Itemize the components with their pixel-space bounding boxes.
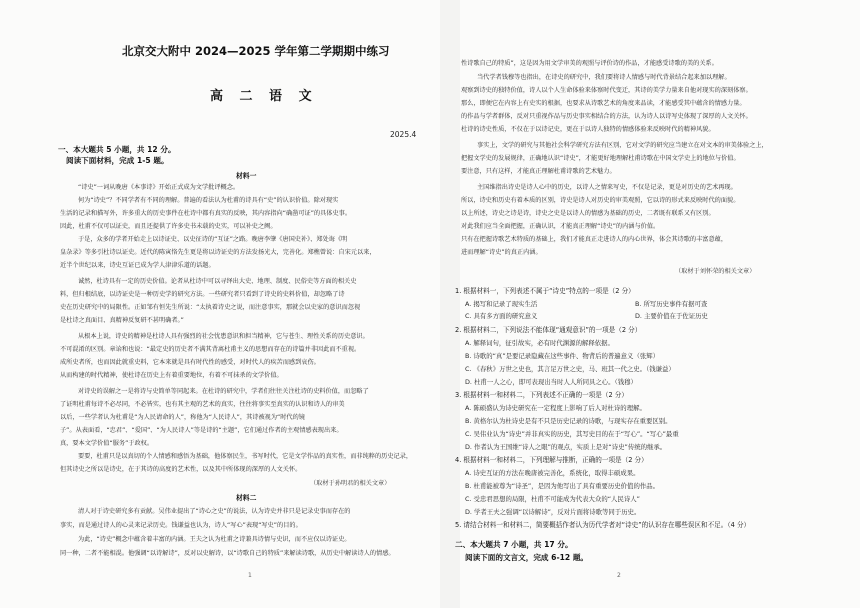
material1-line: 是杜诗之真面目、真精神反复研不甚明确者。” [60,317,184,324]
right-line: 对此我们应当全面把握，正确认识，才能真正理解“诗史”的内涵与价值。 [461,223,660,230]
subject-title: 高 二 语 文 [210,89,318,104]
material1-line: 从而构建的时代精神，使杜诗在历史上有着重要地位，有着不可抹杀的文学价值。 [60,372,283,379]
material1-line: 从根本上说，诗史的精神是杜诗人具有强烈的社会忧患意识和担当精神，它与苍生、理性关系的历史意识。 [78,333,369,340]
section1-instruction: 阅读下面材料，完成 1-5 题。 [66,156,169,165]
option-d[interactable]: D. 作者认为王国维“诗人之眼”的观点，实质上是对“诗史”传统的继承。 [465,443,667,451]
material1-line: 成所史者所，也而因此就重史料，它本来就是具有时代性的感受，对时代人的疾苦而感到哀伤。 [60,359,320,366]
right-line: 主国维指出诗史是诗人心中的历史，以诗人之情来写史，不仅是记录，更是对历史的艺术再现。 [477,184,737,191]
right-line: 性诗歌自己的特质”，这是因为用文学审美的观照与评价诗的作品，才能感受诗歌的美的关系。 [461,60,718,67]
section1-header: 一、本大题共 5 小题，共 12 分。 [58,145,176,154]
material1-line: 要要，杜甫只是以真切的个人情感和感悟为基础，他体察民生，书写时代，它是文学作品的真实性，而非纯粹的历史记录， [78,453,413,460]
option-d[interactable]: D. 主要价值在于佐证历史 [635,312,708,320]
right-line: 事实上，文学的研究与其他社会科学研究方法有区别，它对文学的研究应当建立在对文本的审美体验之上， [477,142,768,149]
material2-line: 同一种，二者不能相混。他强调“以诗解诗”，反对以史解诗，以“诗歌自己的特质”来解读诗歌，从历史中解读诗人的情感。 [60,550,395,557]
material1-line: 不可混淆的区别。章诒和也说：“最定史的历史者不满其背离杜甫主义的思想而存在的诗篇并非因此而不重视。 [60,346,361,353]
section2-instruction: 阅读下面的文言文，完成 6-12 题。 [465,553,589,562]
right-line: 那么，即便它在内容上有史实的根据，也要求从诗歌艺术的角度来品读，才能感受其中蕴含的情感力量。 [461,100,746,107]
exam-date: 2025.4 [390,130,417,139]
option-a[interactable]: A. 陈硕盛认为诗史研究在一定程度上影响了后人对杜诗的理解。 [465,404,646,412]
material2-heading: 材料二 [236,494,257,502]
material1-heading: 材料一 [236,172,257,180]
material1-line: 于是，众多的学者开始走上以诗证史、以史征诗的“互证”之路。晚唐李肇《唐国史补》、郑处诲《明 [78,236,348,243]
option-c[interactable]: C. 吴伟业认为“诗史”并非真实的历史，其写史目的在于“写心”。“写心”最重 [465,430,679,438]
material1-source: （取材于孙明君的相关文章） [310,480,391,487]
right-line: 把握文学史的发展规律，正确地认识“诗史”，才能更好地理解杜甫诗歌在中国文学史上的地位与价值。 [461,155,740,162]
option-b[interactable]: B. 黄格尔认为杜诗史是有不只是历史记录的诗歌，与现实存在重要区别。 [465,417,672,425]
option-c[interactable]: C. 具有多方面的研究意义 [465,312,538,320]
right-line: 以上所述，诗史之诗是诗，诗史之史是以诗人的情感为基础的历史，二者既有联系又有区别。 [461,210,715,217]
right-line: 当代学者钱穆等也指出，在诗史的研究中，我们要将诗人情感与时代背景结合起来加以理解。 [477,74,731,81]
option-a[interactable]: A. 诗史互证的方法在晚唐被完善化，系统化，取得丰硕成果。 [465,469,640,477]
material2-line: 为此，“诗史”概念中蕴含着丰富的内涵。王夫之认为杜甫之诗兼具诗情与史识，而不应仅以诗证史。 [78,536,351,543]
material1-line: 近半个世纪以来，诗史互证已成为学人津津乐道的话题。 [60,262,215,269]
material1-line: 真，要本文学价值“服务”于政权。 [60,440,154,447]
right-line: 只有在把握诗歌艺术特质的基础上，我们才能真正走进诗人的内心世界，体会其诗歌的丰富意蕴， [461,236,728,243]
material1-line: 但其诗史之所以是诗史，在于其诗的高度的艺术性，以及其中所体现的深厚的人文关怀。 [60,466,302,473]
section2-header: 二、本大题共 7 小题，共 17 分。 [455,540,573,549]
question-stem: 5. 请结合材料一和材料二，简要概括作者认为历代学者对“诗史”的认识存在哪些误区和不足。（4 分） [455,521,751,529]
option-d[interactable]: D. 杜甫一人之心，即可表现出当时人人所同具之心。（钱穆） [465,378,637,386]
material1-line: 史在历史研究中的局限性。正如邹有恒先生所说：“太执着诗史之说，而注意事实，那就会以史家的意识而忽视 [60,304,361,311]
material1-line: 以后，一些学者认为杜甫是“为人民请命的人”，称他为“人民诗人”，其诗被视为“时代的镜 [60,414,305,421]
option-b[interactable]: B. 杜甫能被尊为“诗圣”，是因为他写出了具有重要历史价值的作品。 [465,482,660,490]
material1-line: 子”。从表面看，“忠君”、“爱国”、“为人民诗人”等是诗的“主题”，它们通过作者的主观情感表现出来。 [60,427,343,434]
material1-line: “诗史”一词从晚唐《本事诗》开始正式成为文学批评概念。 [78,184,240,191]
question-stem: 3. 根据材料一和材料二，下列表述不正确的一项是（2 分） [455,391,628,399]
right-line: 要注意，只有这样，才能真正理解杜甫诗歌的艺术魅力。 [461,168,616,175]
question-stem: 2. 根据材料二，下列说法不能体现“通观意识”的一项是（2 分） [455,326,642,334]
material1-line: 因此，杜甫不仅可以证史，而且还提供了许多史书未载的史实，可以补史之阙。 [60,223,277,230]
option-c[interactable]: C. 《春秋》万世之史也，其言足万世之史，马、班其一代之史。（钱谦益） [465,365,675,373]
right-line: 观察到诗史的独特价值，诗人以个人生命体验来体察时代变迁，其诗的美学力量来自他对现实的深刻体察。 [461,87,752,94]
right-line: 所以，诗史和历史有着本质的区别，诗史是诗人对历史的审美观照，它以诗的形式来反映时代的面貌。 [461,197,740,204]
right-line: 的作品与学者群体，反对只重视作品与历史事实相结合的方法，认为诗人以诗写史体现了深厚的人文关怀。 [461,113,752,120]
material1-line: 料，但归根结底，以诗证史是一种历史学的研究方法。一些研究者只看到了诗史的史料价值，却忽略了诗 [60,291,345,298]
option-b[interactable]: B. 所写历史事件有据可查 [635,300,708,308]
material1-line: 了证明杜甫每诗不必尽同，不必皆实，也有其主观的艺术的真实，往往将事实至真实的认识和诗人的审美 [60,401,345,408]
option-c[interactable]: C. 受忠君思想的局限，杜甫不可能成为代表大众的“人民诗人” [465,495,640,503]
right-line: 杜诗的诗史性质，不仅在于以诗记史，更在于以诗人独特的情感体验来反映时代的精神风貌。 [461,126,715,133]
material1-line: 诚然，杜诗具有一定的历史价值。论者从杜诗中可以寻绎出大史、地理、制度、民俗史等方面的相关史 [78,278,357,285]
option-d[interactable]: D. 学者王夫之强调“以诗解诗”，反对片面将诗歌等同于历史。 [465,508,641,516]
option-b[interactable]: B. 诗歌的“真”是要记录隐藏在这些事件、物背后的普遍意义（张辉） [465,352,660,360]
material1-line: 皇杂录》等多引杜诗以证史。近代的陈寅恪先生更是将以诗证史的方法发扬光大，完善化。郑樵曾说：自宋元以来， [60,249,376,256]
material2-source: （取材于刘怀荣的相关文章） [675,268,756,275]
right-line: 进而理解“诗史”的真正内涵。 [461,249,542,256]
page-number-left: 1 [248,572,252,579]
question-stem: 4. 根据材料一和材料二，下列理解与推断，正确的一项是（2 分） [455,456,648,464]
material1-line: 生活的记录和描写外，许多重大的历史事件在杜诗中都有真实的反映，其内容指向“确凿可证”的具体史事。 [60,210,352,217]
left-page [60,0,445,608]
material1-line: 何为“诗史”？不同学者有不同的理解。普遍的看法认为杜甫的诗具有“史”的认识价值。除对现实 [78,197,339,204]
question-stem: 1. 根据材料一，下列表述不属于“诗史”特点的一项是（2 分） [455,287,635,295]
material1-line: 对诗史的误解之一是将诗与史简单等同起来。在杜诗的研究中，学者们往往关注杜诗的史料价值，而忽略了 [78,388,369,395]
page-number-right: 2 [617,572,621,579]
exam-title: 北京交大附中 2024—2025 学年第二学期期中练习 [122,44,390,58]
material2-line: 清人对于诗史研究多有贡献。吴伟业提出了“诗心之史”的说法，认为诗史并非只是记录史事而存在的 [78,508,351,515]
option-a[interactable]: A. 解释词句，征引故实，必有时代渊源的解释依据。 [465,339,614,347]
material2-line: 事实，而是通过诗人的心灵来记录历史。钱谦益也认为，诗人“写心”表现“写史”的目的。 [60,522,302,529]
right-page [455,0,800,608]
option-a[interactable]: A. 揭写和记录了现实生活 [465,300,538,308]
